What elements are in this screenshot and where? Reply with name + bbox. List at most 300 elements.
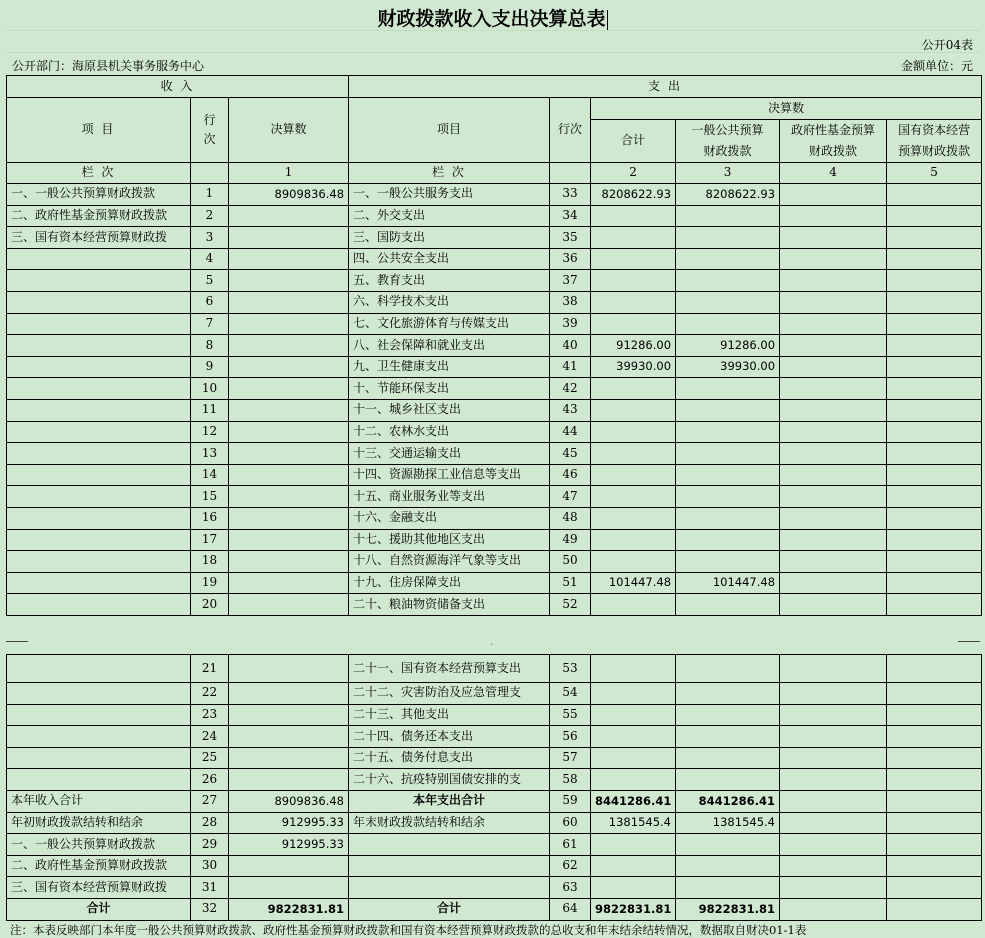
income-amount-cell [229, 356, 349, 378]
income-amount-cell [229, 855, 349, 877]
expense-fund-cell [780, 356, 887, 378]
column-number-4: 4 [780, 163, 887, 184]
table-row [7, 464, 982, 486]
expense-total-cell [591, 529, 676, 551]
table-row [7, 443, 982, 465]
income-item-cell: 一、一般公共预算财政拨款 [7, 184, 191, 206]
income-amount-cell [229, 529, 349, 551]
income-amount-cell [229, 655, 349, 683]
column-number-5: 5 [887, 163, 982, 184]
expense-row-number: 38 [550, 291, 591, 313]
expense-general-cell: 101447.48 [676, 572, 780, 594]
department-label: 公开部门：海原县机关事务服务中心 [12, 59, 205, 73]
expense-general-cell [676, 655, 780, 683]
expense-general-cell [676, 421, 780, 443]
expense-general-cell: 9822831.81 [676, 898, 780, 920]
expense-total-cell [591, 486, 676, 508]
income-row-number: 8 [191, 335, 229, 357]
expense-total-cell [591, 594, 676, 616]
expense-fund-cell [780, 270, 887, 292]
income-row-number: 19 [191, 572, 229, 594]
expense-soe-cell [887, 834, 982, 856]
table-row [7, 790, 982, 812]
expense-soe-cell [887, 184, 982, 206]
expense-row-number: 47 [550, 486, 591, 508]
expense-total-cell [591, 399, 676, 421]
income-item-cell [7, 747, 191, 769]
expense-soe-cell [887, 356, 982, 378]
income-row-number: 17 [191, 529, 229, 551]
expense-row-number: 52 [550, 594, 591, 616]
expense-item-cell: 十三、交通运输支出 [349, 443, 550, 465]
income-item-cell [7, 443, 191, 465]
expense-fund-cell [780, 529, 887, 551]
income-row-number: 14 [191, 464, 229, 486]
income-amount-cell [229, 443, 349, 465]
income-amount-cell: 9822831.81 [229, 898, 349, 920]
income-row-number: 3 [191, 227, 229, 249]
expense-row-number: 61 [550, 834, 591, 856]
expense-fund-cell [780, 551, 887, 573]
expense-total-cell [591, 769, 676, 791]
income-amount-cell [229, 378, 349, 400]
expense-fund-cell [780, 184, 887, 206]
expense-general-cell [676, 726, 780, 748]
income-item-cell: 本年收入合计 [7, 790, 191, 812]
income-item-cell: 二、政府性基金预算财政拨款 [7, 855, 191, 877]
expense-item-cell: 二十二、灾害防治及应急管理支 [349, 683, 550, 705]
table-row [7, 898, 982, 920]
expense-fund-cell [780, 683, 887, 705]
expense-fund-cell [780, 399, 887, 421]
income-row-number: 1 [191, 184, 229, 206]
expense-soe-cell [887, 551, 982, 573]
income-amount-cell [229, 747, 349, 769]
column-label-right: 栏 次 [349, 163, 550, 184]
expense-soe-cell [887, 507, 982, 529]
expense-total-cell [591, 313, 676, 335]
expense-soe-cell [887, 747, 982, 769]
income-row-number: 22 [191, 683, 229, 705]
column-number-3: 3 [676, 163, 780, 184]
expense-soe-cell [887, 464, 982, 486]
expense-total-cell [591, 655, 676, 683]
expense-item-header: 项目 [349, 98, 550, 163]
expense-row-number: 45 [550, 443, 591, 465]
table-row [7, 529, 982, 551]
expense-row-number: 44 [550, 421, 591, 443]
income-item-cell [7, 270, 191, 292]
income-row-number: 11 [191, 399, 229, 421]
expense-item-cell: 二、外交支出 [349, 205, 550, 227]
column-number-1: 1 [229, 163, 349, 184]
expense-item-cell: 五、教育支出 [349, 270, 550, 292]
income-item-cell: 年初财政拨款结转和结余 [7, 812, 191, 834]
expense-total-cell [591, 464, 676, 486]
expense-row-header: 行次 [550, 98, 591, 163]
table-row [7, 834, 982, 856]
income-item-cell [7, 464, 191, 486]
expense-row-number: 64 [550, 898, 591, 920]
expense-fund-cell [780, 335, 887, 357]
income-item-cell [7, 356, 191, 378]
income-item-cell [7, 507, 191, 529]
income-row-number: 31 [191, 877, 229, 899]
report-title: 财政拨款收入支出决算总表 [377, 8, 606, 30]
income-amount-cell [229, 594, 349, 616]
income-amount-cell [229, 877, 349, 899]
expense-total-cell: 101447.48 [591, 572, 676, 594]
table-row [7, 551, 982, 573]
expense-general-cell [676, 594, 780, 616]
expense-item-cell: 九、卫生健康支出 [349, 356, 550, 378]
expense-general-cell: 8208622.93 [676, 184, 780, 206]
income-amount-cell [229, 399, 349, 421]
expense-total-cell [591, 507, 676, 529]
table-row [7, 486, 982, 508]
table-row [7, 507, 982, 529]
income-row-number: 13 [191, 443, 229, 465]
income-row-number: 5 [191, 270, 229, 292]
expense-row-number: 54 [550, 683, 591, 705]
expense-general-cell [676, 529, 780, 551]
income-amount-cell [229, 726, 349, 748]
income-item-cell [7, 399, 191, 421]
table-row [7, 812, 982, 834]
expense-soe-cell [887, 769, 982, 791]
income-row-number: 4 [191, 248, 229, 270]
expense-general-cell [676, 291, 780, 313]
form-number: 公开04表 [921, 38, 973, 52]
expense-item-cell: 八、社会保障和就业支出 [349, 335, 550, 357]
expense-soe-cell [887, 855, 982, 877]
income-item-cell [7, 421, 191, 443]
income-amount-cell [229, 704, 349, 726]
expense-general-cell [676, 551, 780, 573]
expense-item-cell: 二十三、其他支出 [349, 704, 550, 726]
expense-general-cell [676, 486, 780, 508]
expense-item-cell: 十五、商业服务业等支出 [349, 486, 550, 508]
expense-row-number: 59 [550, 790, 591, 812]
expense-fund-cell [780, 443, 887, 465]
expense-item-cell: 本年支出合计 [349, 790, 550, 812]
expense-general-cell [676, 683, 780, 705]
table-row [7, 655, 982, 683]
expense-soe-cell [887, 486, 982, 508]
table-row [7, 399, 982, 421]
table-row [7, 572, 982, 594]
income-item-cell [7, 378, 191, 400]
income-item-cell [7, 655, 191, 683]
expense-general-cell [676, 507, 780, 529]
expense-soe-cell [887, 421, 982, 443]
expense-fund-cell [780, 812, 887, 834]
expense-fund-cell [780, 205, 887, 227]
expense-row-number: 36 [550, 248, 591, 270]
table-row [7, 877, 982, 899]
income-item-cell [7, 551, 191, 573]
expense-soe-cell [887, 529, 982, 551]
expense-row-number: 43 [550, 399, 591, 421]
expense-row-number: 50 [550, 551, 591, 573]
income-row-number: 24 [191, 726, 229, 748]
table-row [7, 205, 982, 227]
income-amount-cell [229, 464, 349, 486]
expense-soe-cell [887, 443, 982, 465]
soe-budget-header: 国有资本经营 预算财政拨款 [887, 120, 982, 163]
income-amount-cell [229, 507, 349, 529]
expense-item-cell: 十七、援助其他地区支出 [349, 529, 550, 551]
table-row [7, 594, 982, 616]
expense-general-cell [676, 747, 780, 769]
expense-item-cell: 二十一、国有资本经营预算支出 [349, 655, 550, 683]
income-row-number: 6 [191, 291, 229, 313]
expense-soe-cell [887, 227, 982, 249]
table-row [7, 356, 982, 378]
income-row-number: 29 [191, 834, 229, 856]
expense-item-cell: 一、一般公共服务支出 [349, 184, 550, 206]
expense-soe-cell [887, 726, 982, 748]
income-amount-cell: 912995.33 [229, 834, 349, 856]
expense-fund-cell [780, 726, 887, 748]
expense-general-cell [676, 399, 780, 421]
table-row [7, 726, 982, 748]
expense-fund-cell [780, 769, 887, 791]
income-item-cell [7, 572, 191, 594]
bottom-table [6, 654, 982, 921]
income-row-number: 25 [191, 747, 229, 769]
footnote: 注：本表反映部门本年度一般公共预算财政拨款、政府性基金预算财政拨款和国有资本经营预算财政拨款的总收支和年末结余结转情况，数据取自财决01-1表 [10, 923, 807, 937]
expense-row-number: 49 [550, 529, 591, 551]
page-break-mark: ﾞ [490, 644, 495, 654]
expense-soe-cell [887, 291, 982, 313]
income-item-cell [7, 683, 191, 705]
expense-row-number: 39 [550, 313, 591, 335]
expense-item-cell: 十八、自然资源海洋气象等支出 [349, 551, 550, 573]
income-item-cell [7, 291, 191, 313]
income-amount-cell [229, 205, 349, 227]
expense-total-cell [591, 248, 676, 270]
expense-row-number: 48 [550, 507, 591, 529]
expense-item-cell: 二十五、债务付息支出 [349, 747, 550, 769]
table-row [7, 683, 982, 705]
expense-total-cell [591, 227, 676, 249]
income-row-number: 21 [191, 655, 229, 683]
table-row [7, 248, 982, 270]
table-row [7, 747, 982, 769]
income-amount-cell [229, 572, 349, 594]
expense-soe-cell [887, 378, 982, 400]
expense-general-cell [676, 378, 780, 400]
text-cursor [607, 10, 608, 30]
expense-fund-cell [780, 464, 887, 486]
expense-total-cell: 9822831.81 [591, 898, 676, 920]
total-header: 合计 [591, 120, 676, 163]
income-item-cell: 一、一般公共预算财政拨款 [7, 834, 191, 856]
expense-soe-cell [887, 812, 982, 834]
expense-total-cell [591, 877, 676, 899]
income-amount-cell [229, 683, 349, 705]
expense-general-cell [676, 205, 780, 227]
table-row [7, 313, 982, 335]
income-item-cell [7, 704, 191, 726]
expense-total-cell: 39930.00 [591, 356, 676, 378]
expense-row-number: 58 [550, 769, 591, 791]
income-row-number: 28 [191, 812, 229, 834]
column-label-left: 栏 次 [7, 163, 191, 184]
income-item-cell [7, 726, 191, 748]
expense-total-cell: 1381545.4 [591, 812, 676, 834]
expense-item-cell: 三、国防支出 [349, 227, 550, 249]
expense-fund-cell [780, 747, 887, 769]
expense-row-number: 53 [550, 655, 591, 683]
income-row-number: 32 [191, 898, 229, 920]
expense-total-cell [591, 270, 676, 292]
income-item-cell [7, 594, 191, 616]
expense-total-cell: 8441286.41 [591, 790, 676, 812]
expense-total-cell: 91286.00 [591, 335, 676, 357]
expense-soe-cell [887, 790, 982, 812]
expense-fund-cell [780, 855, 887, 877]
expense-item-cell [349, 855, 550, 877]
expense-total-cell [591, 834, 676, 856]
income-amount-cell [229, 551, 349, 573]
expense-row-number: 56 [550, 726, 591, 748]
expense-row-number: 42 [550, 378, 591, 400]
income-item-header: 项 目 [7, 98, 191, 163]
expense-general-cell [676, 270, 780, 292]
expense-general-cell [676, 877, 780, 899]
expense-fund-cell [780, 313, 887, 335]
expense-general-cell [676, 769, 780, 791]
expense-general-cell [676, 227, 780, 249]
income-item-cell: 二、政府性基金预算财政拨款 [7, 205, 191, 227]
expense-row-number: 35 [550, 227, 591, 249]
income-amount-cell [229, 486, 349, 508]
column-number-2: 2 [591, 163, 676, 184]
expense-row-number: 57 [550, 747, 591, 769]
income-row-number: 30 [191, 855, 229, 877]
income-item-cell [7, 313, 191, 335]
expense-general-cell: 91286.00 [676, 335, 780, 357]
expense-soe-cell [887, 248, 982, 270]
expense-row-number: 34 [550, 205, 591, 227]
expense-total-cell [591, 747, 676, 769]
expense-row-number: 55 [550, 704, 591, 726]
income-item-cell [7, 769, 191, 791]
expense-total-cell [591, 855, 676, 877]
expense-general-cell [676, 855, 780, 877]
table-row [7, 291, 982, 313]
expense-soe-cell [887, 335, 982, 357]
income-item-cell: 三、国有资本经营预算财政拨 [7, 227, 191, 249]
expense-row-number: 62 [550, 855, 591, 877]
expense-general-cell [676, 704, 780, 726]
expense-total-cell [591, 443, 676, 465]
expense-soe-cell [887, 683, 982, 705]
expense-fund-cell [780, 572, 887, 594]
expense-total-cell [591, 551, 676, 573]
income-header: 收 入 [7, 76, 349, 98]
income-amount-cell: 8909836.48 [229, 184, 349, 206]
expense-total-cell [591, 291, 676, 313]
expense-soe-cell [887, 655, 982, 683]
expense-fund-cell [780, 291, 887, 313]
expense-fund-cell [780, 486, 887, 508]
table-row [7, 421, 982, 443]
general-budget-header: 一般公共预算 财政拨款 [676, 120, 780, 163]
expense-item-cell [349, 877, 550, 899]
income-row-number: 23 [191, 704, 229, 726]
income-row-number: 27 [191, 790, 229, 812]
table-row [7, 378, 982, 400]
expense-row-number: 37 [550, 270, 591, 292]
expense-total-cell [591, 205, 676, 227]
expense-item-cell: 十、节能环保支出 [349, 378, 550, 400]
expense-general-cell [676, 248, 780, 270]
expense-row-number: 46 [550, 464, 591, 486]
expense-general-cell [676, 313, 780, 335]
amount-unit: 金额单位：元 [900, 59, 973, 73]
expense-soe-cell [887, 270, 982, 292]
income-amount-cell [229, 291, 349, 313]
expense-fund-cell [780, 507, 887, 529]
expense-item-cell: 四、公共安全支出 [349, 248, 550, 270]
fund-budget-header: 政府性基金预算 财政拨款 [780, 120, 887, 163]
expense-row-number: 60 [550, 812, 591, 834]
expense-soe-cell [887, 898, 982, 920]
income-amount-cell: 912995.33 [229, 812, 349, 834]
expense-fund-cell [780, 421, 887, 443]
expense-fund-cell [780, 655, 887, 683]
expense-fund-cell [780, 898, 887, 920]
income-row-number: 9 [191, 356, 229, 378]
expense-item-cell: 十四、资源勘探工业信息等支出 [349, 464, 550, 486]
income-row-number: 2 [191, 205, 229, 227]
expense-item-cell: 十一、城乡社区支出 [349, 399, 550, 421]
expense-total-cell [591, 378, 676, 400]
expense-total-cell [591, 726, 676, 748]
expense-soe-cell [887, 877, 982, 899]
income-item-cell: 合计 [7, 898, 191, 920]
top-table [6, 75, 982, 616]
income-row-number: 7 [191, 313, 229, 335]
expense-row-number: 33 [550, 184, 591, 206]
expense-total-cell [591, 683, 676, 705]
expense-fund-cell [780, 248, 887, 270]
expense-soe-cell [887, 399, 982, 421]
income-item-cell [7, 486, 191, 508]
income-row-number: 12 [191, 421, 229, 443]
income-amount-cell [229, 421, 349, 443]
income-item-cell: 三、国有资本经营预算财政拨 [7, 877, 191, 899]
expense-item-cell: 年末财政拨款结转和结余 [349, 812, 550, 834]
expense-fund-cell [780, 227, 887, 249]
income-amount-cell [229, 227, 349, 249]
expense-fund-cell [780, 790, 887, 812]
income-amount-cell: 8909836.48 [229, 790, 349, 812]
expense-row-number: 41 [550, 356, 591, 378]
expense-total-cell [591, 421, 676, 443]
expense-soe-cell [887, 572, 982, 594]
expense-fund-cell [780, 877, 887, 899]
expense-item-cell: 十九、住房保障支出 [349, 572, 550, 594]
table-row [7, 769, 982, 791]
expense-general-cell: 39930.00 [676, 356, 780, 378]
income-row-header: 行 次 [191, 98, 229, 163]
final-group-header: 决算数 [591, 98, 982, 120]
expense-soe-cell [887, 594, 982, 616]
